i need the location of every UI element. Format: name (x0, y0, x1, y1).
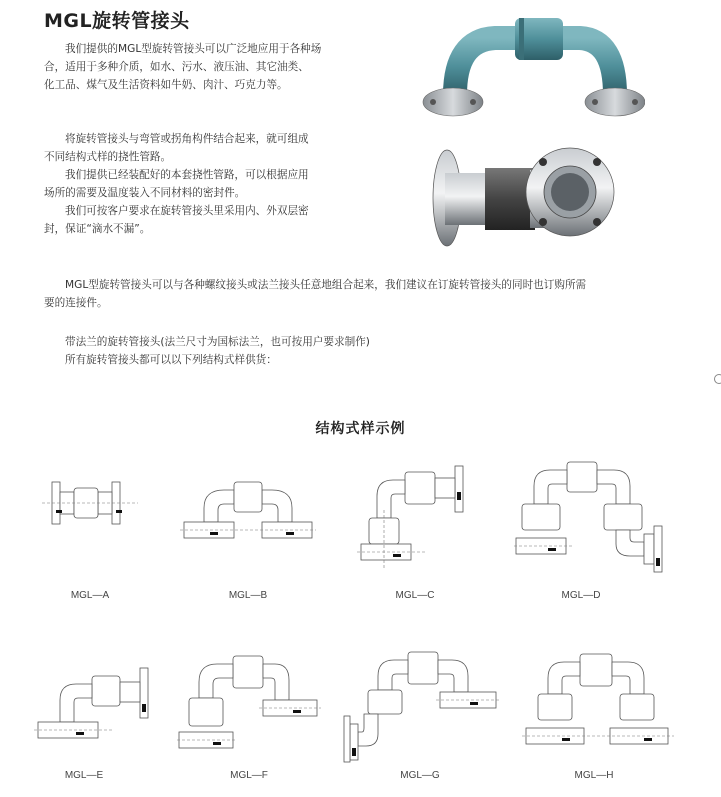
diagram-mgl-d (512, 458, 672, 583)
para-line: 带法兰的旋转管接头(法兰尺寸为国标法兰，也可按用户要求制作) (65, 336, 370, 348)
para-line: 不同结构式样的挠性管路。 (44, 151, 172, 163)
diagram-mgl-a (40, 470, 140, 550)
paragraph-four (44, 333, 704, 369)
diagram-label: MGL—F (230, 770, 268, 781)
diagram-mgl-b (178, 470, 318, 550)
para-line: 我们可按客户要求在旋转管接头里采用内、外双层密 (65, 205, 309, 217)
diagram-mgl-h (518, 650, 678, 760)
section-title: 结构式样示例 (315, 421, 406, 437)
intro-line: 我们提供的MGL型旋转管接头可以广泛地应用于各种场 (65, 43, 322, 55)
diagram-label: MGL—B (228, 590, 268, 601)
paragraph-three (44, 276, 704, 312)
para-line: 封，保证“滴水不漏”。 (44, 223, 151, 235)
diagram-label: MGL—C (395, 590, 435, 601)
swivel-joint-photo-steel (425, 140, 620, 255)
intro-line: 化工品、煤气及生活资料如牛奶、肉汁、巧克力等。 (44, 79, 288, 91)
diagram-label: MGL—E (64, 770, 104, 781)
page-title: MGL旋转管接头 (44, 10, 190, 32)
diagram-mgl-c (355, 462, 475, 572)
swivel-joint-photo-teal (415, 10, 645, 125)
para-line: 我们提供已经装配好的本套挠性管路，可以根据应用 (65, 169, 309, 181)
para-line: 将旋转管接头与弯管或拐角构件结合起来，就可组成 (65, 133, 309, 145)
diagram-mgl-g (342, 648, 502, 766)
diagram-label: MGL—D (561, 590, 601, 601)
diagram-label: MGL—H (574, 770, 614, 781)
intro-paragraph (44, 40, 394, 94)
scroll-marker-icon (714, 374, 721, 384)
para-line: 要的连接件。 (44, 297, 108, 309)
diagram-label: MGL—G (400, 770, 440, 781)
diagram-label: MGL—A (70, 590, 110, 601)
para-line: MGL型旋转管接头可以与各种螺纹接头或法兰接头任意地组合起来，我们建议在订旋转管接头的同时也订购所需 (65, 279, 587, 291)
paragraph-two (44, 130, 394, 238)
para-line: 所有旋转管接头都可以以下列结构式样供货： (65, 354, 277, 366)
intro-line: 合，适用于多种介质，如水、污水、液压油、其它油类、 (44, 61, 309, 73)
diagram-mgl-f (175, 652, 325, 760)
para-line: 场所的需要及温度装入不同材料的密封件。 (44, 187, 246, 199)
diagram-mgl-e (32, 660, 162, 750)
